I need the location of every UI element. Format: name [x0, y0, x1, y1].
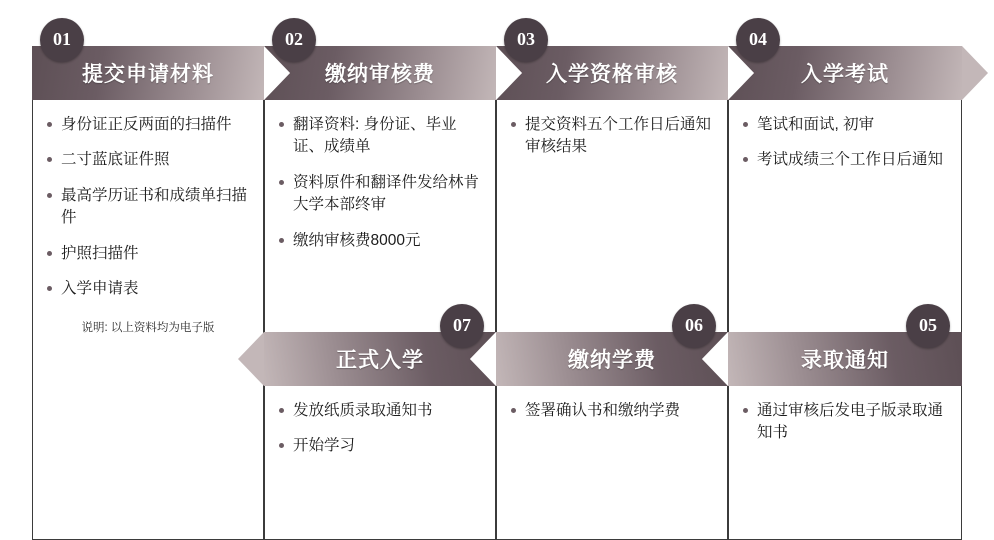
step-card-07[interactable]	[264, 332, 496, 540]
arrow-right-icon	[962, 46, 988, 100]
step-badge-07	[440, 304, 484, 348]
list-item: 身份证正反两面的扫描件	[45, 114, 251, 136]
step-number-01: 01	[53, 28, 71, 49]
step-item-list-04	[741, 114, 949, 172]
step-badge-02	[272, 18, 316, 62]
step-number-04: 04	[749, 28, 767, 49]
step-body-07	[264, 386, 496, 540]
step-card-04[interactable]	[728, 46, 962, 342]
list-item: 考试成绩三个工作日后通知	[741, 149, 949, 171]
list-item: 通过审核后发电子版录取通知书	[741, 400, 949, 445]
list-item: 翻译资料: 身份证、毕业证、成绩单	[277, 114, 483, 159]
step-badge-01	[40, 18, 84, 62]
step-body-06	[496, 386, 728, 540]
step-badge-03	[504, 18, 548, 62]
footnote: 说明: 以上资料均为电子版	[81, 321, 215, 334]
step-title-01: 提交申请材料	[82, 63, 214, 86]
list-item: 开始学习	[277, 435, 483, 457]
step-title-04: 入学考试	[801, 63, 889, 86]
step-card-02[interactable]	[264, 46, 496, 342]
step-title-06: 缴纳学费	[568, 349, 656, 372]
step-badge-05	[906, 304, 950, 348]
step-card-05[interactable]	[728, 332, 962, 540]
list-item: 资料原件和翻译件发给林肯大学本部终审	[277, 172, 483, 217]
step-title-07: 正式入学	[336, 349, 424, 372]
step-number-07: 07	[453, 314, 471, 335]
step-title-03: 入学资格审核	[546, 63, 678, 86]
list-item: 最高学历证书和成绩单扫描件	[45, 185, 251, 230]
step-number-06: 06	[685, 314, 703, 335]
step-title-02: 缴纳审核费	[325, 63, 435, 86]
step-number-02: 02	[285, 28, 303, 49]
list-item: 发放纸质录取通知书	[277, 400, 483, 422]
step-item-list-02	[277, 114, 483, 252]
step-card-03[interactable]	[496, 46, 728, 342]
step-item-list-01	[45, 114, 251, 301]
list-item: 缴纳审核费8000元	[277, 230, 483, 252]
step-badge-06	[672, 304, 716, 348]
list-item: 护照扫描件	[45, 243, 251, 265]
step-number-05: 05	[919, 314, 937, 335]
step-item-list-07	[277, 400, 483, 458]
step-item-list-06	[509, 400, 715, 422]
step-number-03: 03	[517, 28, 535, 49]
list-item: 二寸蓝底证件照	[45, 149, 251, 171]
list-item: 入学申请表	[45, 278, 251, 300]
list-item: 提交资料五个工作日后通知审核结果	[509, 114, 715, 159]
step-title-05: 录取通知	[801, 349, 889, 372]
step-card-01[interactable]	[32, 46, 264, 540]
step-item-list-05	[741, 400, 949, 445]
step-card-06[interactable]	[496, 332, 728, 540]
step-body-01	[32, 100, 264, 540]
step-body-05	[728, 386, 962, 540]
list-item: 笔试和面试, 初审	[741, 114, 949, 136]
step-item-list-03	[509, 114, 715, 159]
arrow-left-icon	[238, 332, 264, 386]
step-badge-04	[736, 18, 780, 62]
list-item: 签署确认书和缴纳学费	[509, 400, 715, 422]
